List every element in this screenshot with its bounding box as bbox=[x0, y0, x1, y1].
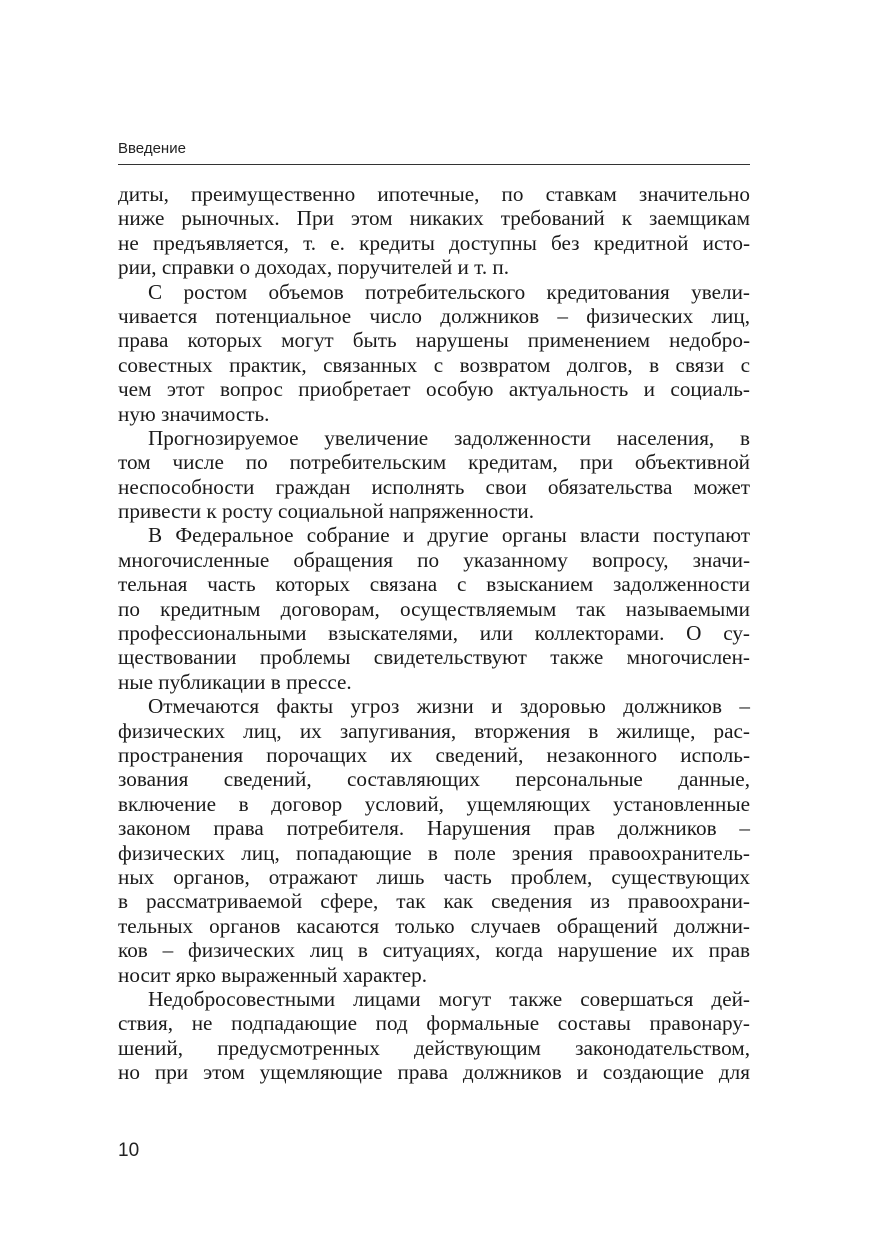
text-line: носит ярко выраженный характер. bbox=[118, 962, 428, 987]
text-line: права которых могут быть нарушены применением недобро- bbox=[118, 328, 750, 353]
text-line: том числе по потребительским кредитам, при объективной bbox=[118, 450, 750, 475]
text-line: рии, справки о доходах, поручителей и т. п. bbox=[118, 255, 510, 280]
text-line: профессиональными взыскателями, или коллекторами. О су- bbox=[118, 621, 750, 646]
text-line: Прогнозируемое увеличение задолженности населения, в bbox=[148, 425, 750, 450]
paragraph bbox=[118, 426, 750, 524]
text-line: совестных практик, связанных с возвратом долгов, в связи с bbox=[118, 352, 750, 377]
text-line: не предъявляется, т. е. кредиты доступны без кредитной исто- bbox=[118, 230, 750, 255]
paragraph bbox=[118, 523, 750, 694]
text-line: законом права потребителя. Нарушения прав должников – bbox=[118, 816, 750, 841]
text-line: включение в договор условий, ущемляющих установленные bbox=[118, 791, 750, 816]
paragraph bbox=[118, 987, 750, 1085]
header-divider bbox=[118, 164, 750, 165]
text-line: тельных органов касаются только случаев обращений должни- bbox=[118, 913, 750, 938]
text-line: привести к росту социальной напряженности. bbox=[118, 499, 535, 524]
paragraph bbox=[118, 280, 750, 426]
text-line: по кредитным договорам, осуществляемым так называемыми bbox=[118, 596, 750, 621]
page-body bbox=[118, 182, 750, 1084]
text-line: тельная часть которых связана с взысканием задолженности bbox=[118, 572, 750, 597]
text-line: чивается потенциальное число должников – физических лиц, bbox=[118, 303, 750, 328]
text-line: ков – физических лиц в ситуациях, когда нарушение их прав bbox=[118, 938, 750, 963]
text-line: ные публикации в прессе. bbox=[118, 669, 352, 694]
text-line: многочисленные обращения по указанному вопросу, значи- bbox=[118, 547, 750, 572]
text-line: Отмечаются факты угроз жизни и здоровью должников – bbox=[148, 694, 750, 719]
text-line: пространения порочащих их сведений, незаконного исполь- bbox=[118, 742, 750, 767]
text-line: но при этом ущемляющие права должников и создающие для bbox=[118, 1060, 750, 1085]
text-line: ниже рыночных. При этом никаких требований к заемщикам bbox=[118, 206, 750, 231]
text-line: неспособности граждан исполнять свои обязательства может bbox=[118, 474, 750, 499]
text-line: ствия, не подпадающие под формальные составы правонару- bbox=[118, 1011, 750, 1036]
text-line: диты, преимущественно ипотечные, по ставкам значительно bbox=[118, 182, 750, 206]
paragraph bbox=[118, 182, 750, 280]
text-line: зования сведений, составляющих персональные данные, bbox=[118, 767, 750, 792]
text-line: в рассматриваемой сфере, так как сведения из правоохрани- bbox=[118, 889, 750, 914]
text-line: чем этот вопрос приобретает особую актуальность и социаль- bbox=[118, 377, 750, 402]
page-number: 10 bbox=[118, 1140, 140, 1161]
text-line: ную значимость. bbox=[118, 401, 270, 426]
text-line: физических лиц, попадающие в поле зрения правоохранитель- bbox=[118, 840, 750, 865]
text-line: шений, предусмотренных действующим законодательством, bbox=[118, 1035, 750, 1060]
text-line: В Федеральное собрание и другие органы власти поступают bbox=[148, 523, 750, 548]
text-line: С ростом объемов потребительского кредитования увели- bbox=[148, 279, 750, 304]
text-line: физических лиц, их запугивания, вторжения в жилище, рас- bbox=[118, 718, 750, 743]
text-line: ществовании проблемы свидетельствуют также многочислен- bbox=[118, 645, 750, 670]
text-line: ных органов, отражают лишь часть проблем, существующих bbox=[118, 864, 750, 889]
running-head: Введение bbox=[118, 140, 186, 157]
text-line: Недобросовестными лицами могут также совершаться дей- bbox=[148, 986, 750, 1011]
paragraph bbox=[118, 694, 750, 987]
